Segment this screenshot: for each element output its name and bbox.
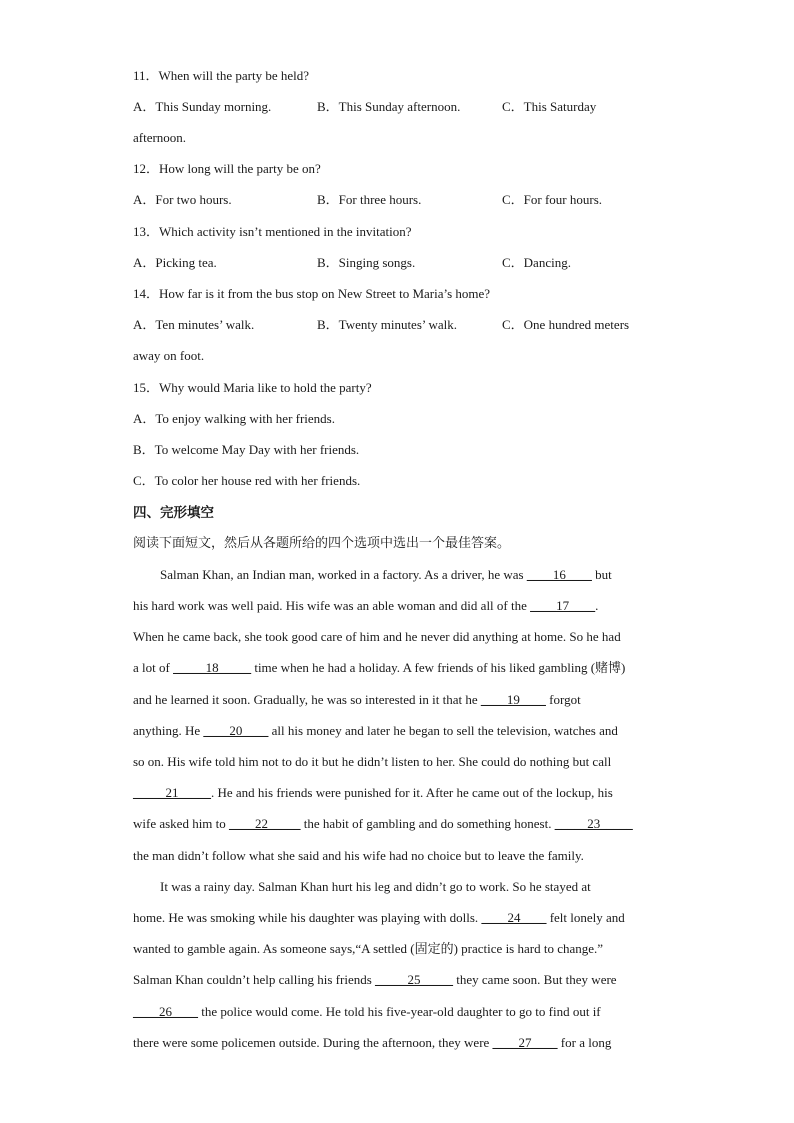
passage-text: for a long [557,1035,612,1050]
passage-text: forgot [545,692,581,707]
question-13-option-b: B．Singing songs. [317,255,416,270]
question-12-stem: 12．How long will the party be on? [133,161,321,176]
blank-26: ____26____ [133,1004,198,1019]
question-11-stem: 11．When will the party be held? [133,68,310,83]
passage-text: there were some policemen outside. During the afternoon, they were [133,1035,493,1050]
passage-line [133,816,633,832]
passage-text: all his money and later he began to sell the television, watches and [268,723,618,738]
passage-line: the man didn’t follow what she said and his wife had no choice but to leave the family. [133,848,584,863]
passage-text: . He and his friends were punished for it. After he came out of the lockup, his [211,785,613,800]
blank-25: _____25_____ [375,972,454,987]
passage-text: Salman Khan couldn’t help calling his friends [133,972,376,987]
blank-24: ____24____ [481,910,547,925]
passage-text: his hard work was well paid. His wife was an able woman and did all of the [133,598,531,613]
question-15-option-a: A．To enjoy walking with her friends. [133,411,335,426]
question-14-stem: 14．How far is it from the bus stop on New Street to Maria’s home? [133,286,491,301]
passage-text: wife asked him to [133,816,230,831]
passage-text: the habit of gambling and do something honest. [300,816,555,831]
blank-18: _____18_____ [173,660,252,675]
question-15-option-c: C．To color her house red with her friends. [133,473,361,488]
blank-19: ____19____ [480,692,546,707]
passage-line [133,1035,611,1051]
passage-line [133,1004,601,1020]
passage-line [133,910,625,926]
passage-line: It was a rainy day. Salman Khan hurt his leg and didn’t go to work. So he stayed at [160,879,591,894]
question-12-option-a: A．For two hours. [133,192,232,207]
question-12-option-c: C．For four hours. [502,192,603,207]
passage-line [133,972,617,988]
question-14-option-c: C．One hundred meters [502,317,630,332]
question-11-option-b: B．This Sunday afternoon. [317,99,461,114]
passage-text: anything. He [133,723,204,738]
blank-27: ____27____ [492,1035,558,1050]
question-14-option-b: B．Twenty minutes’ walk. [317,317,458,332]
passage-text: home. He was smoking while his daughter was playing with dolls. [133,910,482,925]
section-title: 四、完形填空 [133,505,214,521]
passage-text: they came soon. But they were [453,972,617,987]
passage-text: time when he had a holiday. A few friends of his liked gambling (赌博) [251,660,626,675]
blank-16: ____16____ [526,567,592,582]
passage-line [160,567,612,583]
passage-line [133,598,598,614]
passage-line [133,692,581,708]
question-11-option-a: A．This Sunday morning. [133,99,272,114]
question-11-option-c: C．This Saturday [502,99,597,114]
question-12-option-b: B．For three hours. [317,192,422,207]
passage-text: a lot of [133,660,174,675]
question-13-option-c: C．Dancing. [502,255,571,270]
blank-23: _____23_____ [554,816,633,831]
blank-17: ____17____ [530,598,596,613]
question-14-option-c-wrap: away on foot. [133,348,205,363]
question-14-option-a: A．Ten minutes’ walk. [133,317,255,332]
question-15-stem: 15．Why would Maria like to hold the party? [133,380,372,395]
blank-22: ____22_____ [229,816,301,831]
passage-text: felt lonely and [546,910,625,925]
question-11-option-c-wrap: afternoon. [133,130,187,145]
section-instruction: 阅读下面短文，然后从各题所给的四个选项中选出一个最佳答案。 [133,536,511,551]
question-13-option-a: A．Picking tea. [133,255,217,270]
passage-text: Salman Khan, an Indian man, worked in a factory. As a driver, he was [160,567,527,582]
passage-text: the police would come. He told his five-year-old daughter to go to find out if [198,1004,601,1019]
passage-text: . [595,598,599,613]
passage-line [133,660,625,676]
passage-line: so on. His wife told him not to do it but he didn’t listen to her. She could do nothing but call [133,754,612,769]
question-13-stem: 13．Which activity isn’t mentioned in the invitation? [133,224,412,239]
question-15-option-b: B．To welcome May Day with her friends. [133,442,360,457]
passage-text: and he learned it soon. Gradually, he was so interested in it that he [133,692,481,707]
passage-line: When he came back, she took good care of him and he never did anything at home. So he had [133,629,621,644]
passage-line: wanted to gamble again. As someone says,“A settled (固定的) practice is hard to change.” [133,941,604,956]
passage-line [133,723,618,739]
passage-line [133,785,613,801]
blank-21: _____21_____ [133,785,211,800]
passage-text: but [591,567,612,582]
blank-20: ____20____ [203,723,269,738]
